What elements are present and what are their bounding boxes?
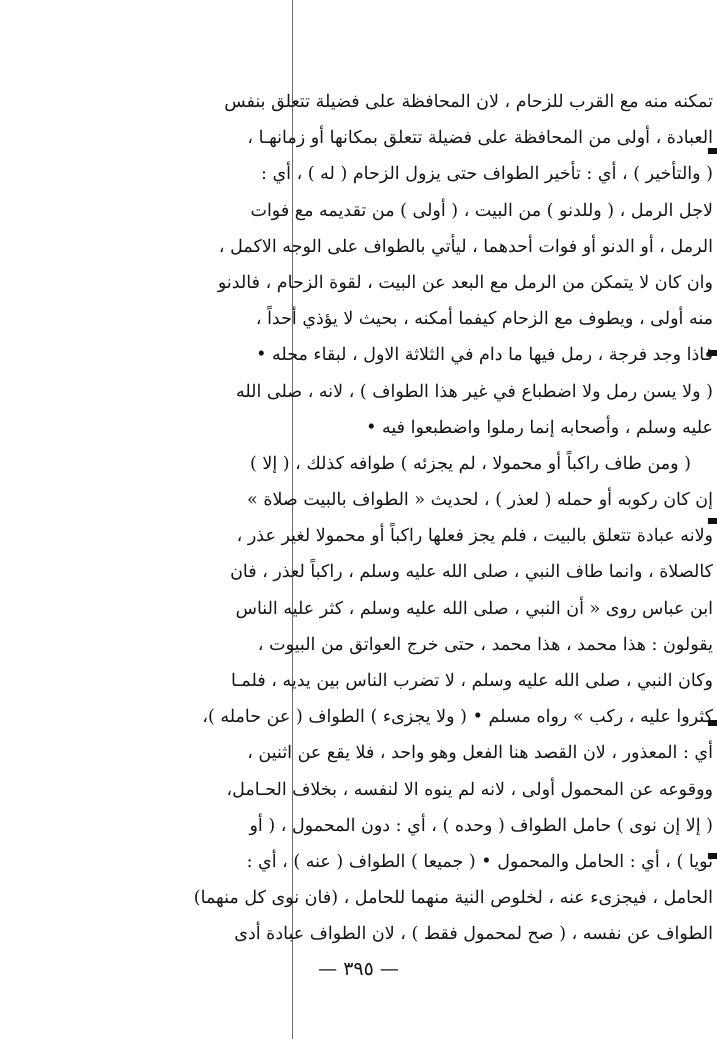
text-line: ولانه عبادة تتعلق بالبيت ، فلم يجز فعلها راكباً أو محمولا لغير عذر ،	[236, 526, 713, 547]
text-line: ( ولا يسن رمل ولا اضطباع في غير هذا الطواف ) ، لانه ، صلى الله	[235, 381, 713, 402]
page-number: — ٣٩٥ —	[318, 958, 399, 980]
text-line: عليه وسلم ، وأصحابه إنما رملوا واضطبعوا فيه •	[366, 417, 713, 438]
text-line: ابن عباس روى « أن النبي ، صلى الله عليه وسلم ، كثر عليه الناس	[235, 598, 713, 619]
text-line: كالصلاة ، وانما طاف النبي ، صلى الله عليه وسلم ، راكباً لعذر ، فان	[230, 562, 713, 583]
text-line: نويا ) ، أي : الحامل والمحمول • ( جميعا ) الطواف ( عنه ) ، أي :	[246, 851, 713, 872]
text-line: ( إلا إن نوى ) حامل الطواف ( وحده ) ، أي : دون المحمول ، ( أو	[249, 815, 713, 836]
text-line: يقولون : هذا محمد ، هذا محمد ، حتى خرج العواتق من البيوت ،	[257, 634, 713, 655]
text-line: وكان النبي ، صلى الله عليه وسلم ، لا تضرب الناس بين يديه ، فلمـا	[230, 671, 713, 691]
text-line: فاذا وجد فرجة ، رمل فيها ما دام في الثلاثة الاول ، لبقاء محله •	[256, 345, 713, 366]
text-line: الرمل ، أو الدنو أو فوات أحدهما ، ليأتي بالطواف على الوجه الاكمل ،	[218, 236, 713, 257]
text-line: الحامل ، فيجزىء عنه ، لخلوص النية منهما للحامل ، (فان نوى كل منهما)	[193, 888, 713, 909]
text-line: ووقوعه عن المحمول أولى ، لانه لم ينوه الا لنفسه ، بخلاف الحـامل،	[226, 779, 713, 800]
text-line: إن كان ركوبه أو حمله ( لعذر ) ، لحديث « الطواف بالبيت صلاة »	[247, 490, 713, 511]
text-line: لاجل الرمل ، ( وللدنو ) من البيت ، ( أولى ) من تقديمه مع فوات	[250, 200, 713, 221]
text-line: تمكنه منه مع القرب للزحام ، لان المحافظة على فضيلة تتعلق بنفس	[224, 92, 713, 112]
text-line: ( والتأخير ) ، أي : تأخير الطواف حتى يزول الزحام ( له ) ، أي :	[260, 164, 713, 185]
paragraph-first-line: ( ومن طاف راكباً أو محمولا ، لم يجزئه ) طوافه كذلك ، ( إلا )	[249, 453, 691, 474]
text-line: كثروا عليه ، ركب » رواه مسلم • ( ولا يجزىء ) الطواف ( عن حامله )،	[202, 707, 713, 728]
text-line: أي : المعذور ، لان القصد هنا الفعل وهو واحد ، فلا يقع عن اثنين ،	[247, 743, 713, 764]
text-line: العبادة ، أولى من المحافظة على فضيلة تتعلق بمكانها أو زمانهـا ،	[247, 128, 713, 149]
text-line: وان كان لا يتمكن من الرمل مع البعد عن البيت ، لقوة الزحام ، فالدنو	[217, 272, 713, 293]
text-line: الطواف عن نفسه ، ( صح لمحمول فقط ) ، لان الطواف عبادة أدى	[234, 924, 713, 945]
body-text	[106, 84, 713, 953]
text-line: منه أولى ، ويطوف مع الزحام كيفما أمكنه ، بحيث لا يؤذي أحداً ،	[255, 309, 713, 330]
